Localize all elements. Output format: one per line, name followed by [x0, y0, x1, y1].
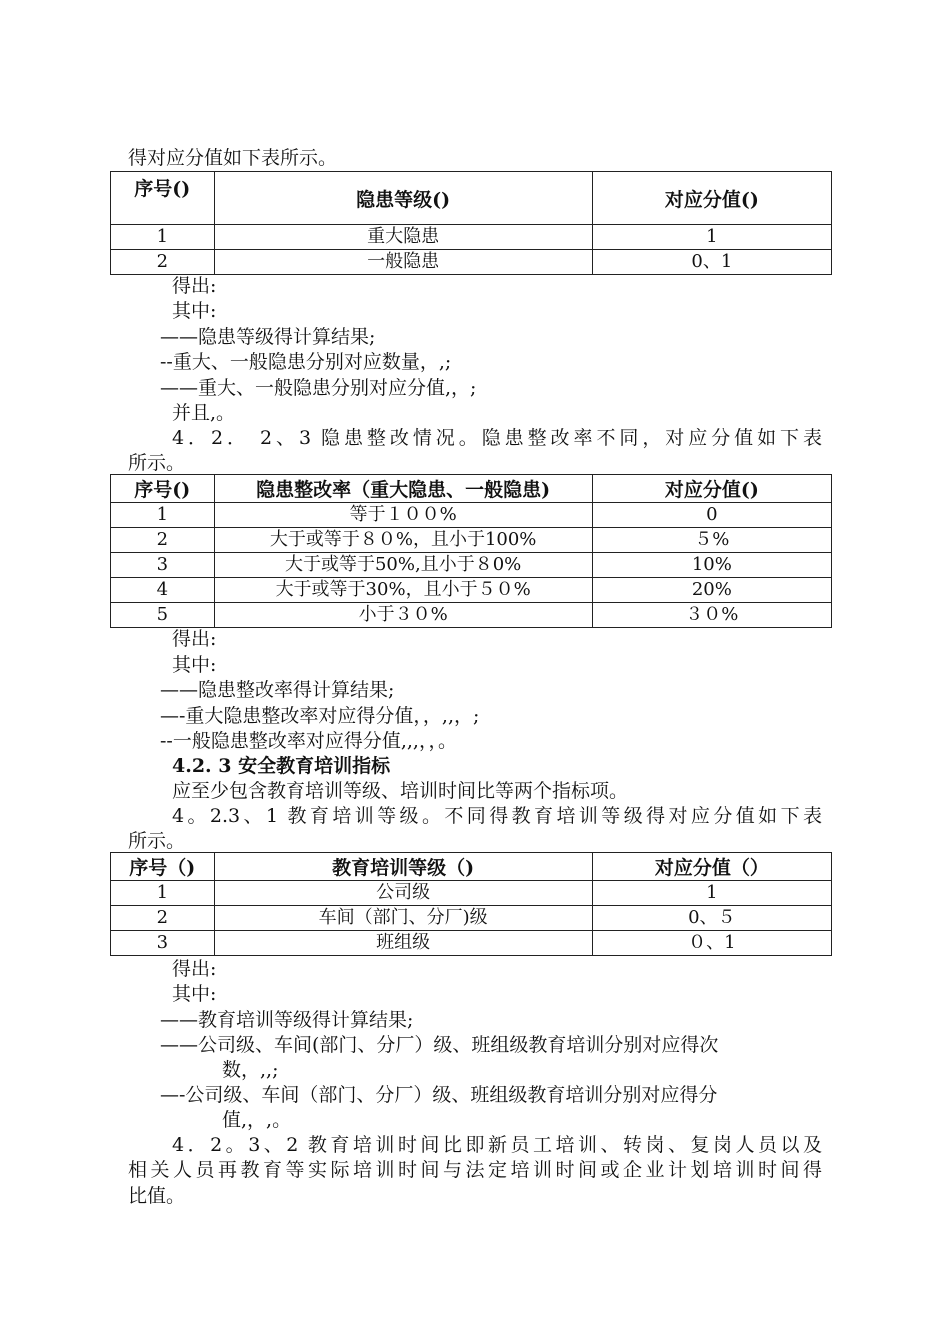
body-line: --一般隐患整改率对应得分值,,,，，。: [160, 730, 457, 752]
table-cell: 0: [592, 503, 831, 528]
intro-line: 得对应分值如下表所示。: [128, 147, 338, 169]
table-cell: 车间（部门、分厂)级: [214, 906, 592, 931]
column-header-hazard-level: 隐患等级(): [214, 172, 592, 225]
section-4223-line2: 所示。: [128, 452, 186, 474]
table-row: [111, 528, 832, 553]
table-cell: 1: [111, 881, 215, 906]
hazard-level-table: [110, 171, 832, 275]
table-row: [111, 603, 832, 628]
table-cell: 3: [111, 553, 215, 578]
table-cell: ３０%: [592, 603, 831, 628]
table-row: [111, 225, 832, 250]
table-header-row: [111, 475, 832, 503]
column-header-score: 对应分值（）: [592, 853, 831, 881]
column-header-score: 对应分值(): [592, 172, 831, 225]
table-cell: 大于或等于50%,且小于８0%: [214, 553, 592, 578]
table-cell: 重大隐患: [214, 225, 592, 250]
table-cell: 小于３０%: [214, 603, 592, 628]
table-cell: 1: [111, 225, 215, 250]
body-line: 其中:: [172, 654, 217, 676]
body-line: ——教育培训等级得计算结果;: [160, 1009, 414, 1031]
column-header-index: 序号（): [111, 853, 215, 881]
table-cell: 3: [111, 931, 215, 956]
table-cell: 大于或等于８０%，且小于100%: [214, 528, 592, 553]
body-line: 其中:: [172, 300, 217, 322]
table-row: [111, 250, 832, 275]
table-row: [111, 881, 832, 906]
table-cell: 1: [111, 503, 215, 528]
table-cell: 20%: [592, 578, 831, 603]
body-line: --重大、一般隐患分别对应数量，,;: [160, 351, 452, 373]
table-cell: 2: [111, 906, 215, 931]
body-line: 值,，,。: [222, 1109, 292, 1131]
table-cell: 1: [592, 225, 831, 250]
body-line: 得出:: [172, 628, 217, 650]
table-row: [111, 931, 832, 956]
body-line: ——隐患整改率得计算结果;: [160, 679, 395, 701]
table-header-row: [111, 853, 832, 881]
table-cell: 一般隐患: [214, 250, 592, 275]
table-cell: 10%: [592, 553, 831, 578]
section-4223-line1: 4．2． 2、3 隐患整改情况。隐患整改率不同，对应分值如下表: [172, 427, 822, 449]
training-level-table: [110, 852, 832, 956]
table-cell: 5: [111, 603, 215, 628]
section-4231-line2: 所示。: [128, 830, 186, 852]
body-line: ——重大、一般隐患分别对应分值,，;: [160, 377, 477, 399]
table-cell: 0、５: [592, 906, 831, 931]
body-line: —-公司级、车间（部门、分厂）级、班组级教育培训分别对应得分: [160, 1084, 718, 1106]
body-line: 得出:: [172, 958, 217, 980]
table-cell: 大于或等于30%，且小于５０%: [214, 578, 592, 603]
body-line: ——隐患等级得计算结果;: [160, 326, 376, 348]
section-4232-line1: 4．2。3、2 教育培训时间比即新员工培训、转岗、复岗人员以及: [172, 1134, 822, 1156]
table-row: [111, 553, 832, 578]
body-line: 并且,。: [172, 402, 236, 424]
section-4231-line1: 4。2.3、1 教育培训等级。不同得教育培训等级得对应分值如下表: [172, 805, 822, 827]
table-row: [111, 503, 832, 528]
table-cell: ０、1: [592, 931, 831, 956]
table-cell: 班组级: [214, 931, 592, 956]
table-cell: 1: [592, 881, 831, 906]
table-cell: 4: [111, 578, 215, 603]
table-cell: 公司级: [214, 881, 592, 906]
body-line: ——公司级、车间(部门、分厂）级、班组级教育培训分别对应得次: [160, 1034, 719, 1056]
column-header-training-level: 教育培训等级（): [214, 853, 592, 881]
table-cell: ５%: [592, 528, 831, 553]
column-header-score: 对应分值(): [592, 475, 831, 503]
table-cell: 2: [111, 528, 215, 553]
column-header-index: 序号(): [111, 475, 215, 503]
column-header-index: 序号(): [111, 172, 215, 225]
section-heading-423: 4.2. 3 安全教育培训指标: [172, 755, 391, 777]
column-header-rectification-rate: 隐患整改率（重大隐患、一般隐患): [214, 475, 592, 503]
section-4232-line3: 比值。: [128, 1185, 186, 1207]
body-line: 数，,,;: [222, 1059, 279, 1081]
body-line: 其中:: [172, 983, 217, 1005]
table-header-row: [111, 172, 832, 225]
table-row: [111, 906, 832, 931]
table-row: [111, 578, 832, 603]
section-4232-line2: 相关人员再教育等实际培训时间与法定培训时间或企业计划培训时间得: [128, 1159, 822, 1181]
table-cell: 2: [111, 250, 215, 275]
section-423-paragraph: 应至少包含教育培训等级、培训时间比等两个指标项。: [172, 780, 629, 802]
body-line: —-重大隐患整改率对应得分值，，,,，;: [160, 705, 480, 727]
table-cell: 0、1: [592, 250, 831, 275]
rectification-rate-table: [110, 474, 832, 628]
body-line: 得出:: [172, 275, 217, 297]
table-cell: 等于１００%: [214, 503, 592, 528]
